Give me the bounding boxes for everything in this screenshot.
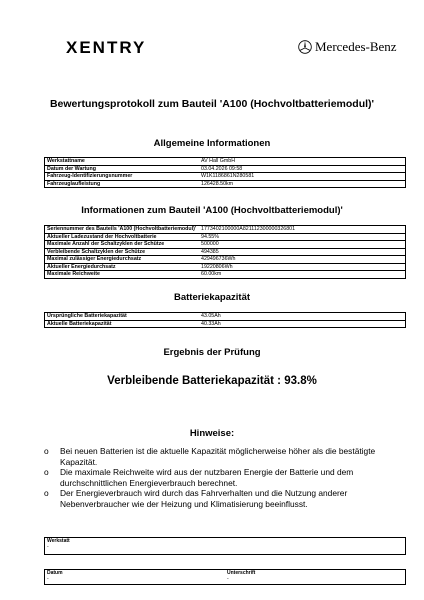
table-row	[45, 256, 405, 264]
row-label: Aktuelle Batteriekapazität	[47, 320, 112, 327]
row-label: Maximal zulässiger Energiedurchsatz	[47, 256, 142, 262]
list-item	[44, 467, 404, 488]
notes-list	[44, 446, 404, 509]
note-text: Die maximale Reichweite wird aus der nutzbaren Energie der Batterie und dem durchschnittlichen Energieverbrauch berechnet.	[60, 467, 354, 488]
row-value: 126428.50km	[201, 180, 234, 187]
row-label: Datum der Wartung	[47, 165, 96, 172]
row-value: 40.33Ah	[201, 320, 221, 327]
row-value: W1K1186861N280581	[201, 173, 255, 179]
mercedes-benz-logo	[298, 39, 397, 55]
note-text: Der Energieverbrauch wird durch das Fahrverhalten und die Nutzung anderer Nebenverbraucher wie der Heizung und Klimatisierung beeinflusst.	[60, 488, 348, 509]
general-info-heading: Allgemeine Informationen	[153, 138, 271, 149]
note-text: Bei neuen Batterien ist die aktuelle Kapazität möglicherweise höher als die bestätigte Kapazität.	[60, 446, 376, 467]
result-heading: Ergebnis der Prüfung	[163, 347, 261, 358]
row-value: 60.00km	[201, 271, 222, 277]
row-label: Ursprüngliche Batteriekapazität	[47, 313, 127, 319]
row-value: 500000	[201, 241, 219, 247]
workshop-dash: -	[47, 544, 49, 550]
table-row	[45, 173, 405, 181]
row-value: AV Hall GmbH	[201, 158, 236, 164]
notes-heading: Hinweise:	[189, 428, 235, 439]
table-row	[45, 158, 405, 166]
row-label: Verbleibende Schaltzyklen der Schütze	[47, 248, 146, 255]
row-value: 1773402100000A8211123000003268​01	[201, 226, 296, 232]
table-row	[45, 234, 405, 242]
list-item	[44, 488, 404, 509]
general-info-table	[44, 157, 406, 188]
bullet-marker: o	[44, 446, 49, 456]
result-text: Verbleibende Batteriekapazität : 93.8%	[107, 375, 317, 387]
date-label: Datum	[47, 570, 63, 576]
row-label: Fahrzeug-Identifizierungsnummer	[47, 173, 133, 179]
date-signature-box	[44, 569, 406, 585]
row-value: 429496736Wh	[201, 256, 236, 262]
workshop-label: Werkstatt	[47, 538, 70, 544]
row-value: 94.55%	[201, 233, 219, 240]
row-value: 494385	[201, 248, 219, 255]
row-label: Fahrzeuglaufleistung	[47, 180, 101, 187]
page-header	[0, 38, 424, 58]
signature-dash: -	[227, 576, 229, 582]
row-label: Werkstattname	[47, 158, 85, 164]
capacity-table	[44, 312, 406, 328]
row-label: Maximale Reichweite	[47, 271, 100, 277]
row-label: Aktueller Ladezustand der Hochvoltbatterie	[47, 233, 157, 240]
table-row	[45, 181, 405, 188]
bullet-marker: o	[44, 467, 49, 477]
row-label: Seriennummer des Bauteils 'A100 (Hochvoltbatteriemodul)'	[47, 226, 197, 232]
table-row	[45, 241, 405, 249]
table-row	[45, 166, 405, 174]
date-dash: -	[47, 576, 49, 582]
row-value: 43.05Ah	[201, 313, 221, 319]
capacity-heading: Batteriekapazität	[173, 292, 251, 303]
component-info-heading: Informationen zum Bauteil 'A100 (Hochvoltbatteriemodul)'	[81, 205, 343, 216]
table-row	[45, 226, 405, 234]
table-row	[45, 271, 405, 278]
table-row	[45, 264, 405, 272]
mercedes-benz-wordmark: Mercedes-Benz	[315, 39, 397, 54]
bullet-marker: o	[44, 488, 49, 498]
signature-label: Unterschrift	[227, 570, 256, 576]
mercedes-star-icon	[298, 40, 312, 54]
row-label: Aktueller Energiedurchsatz	[47, 263, 116, 270]
table-row	[45, 321, 405, 328]
document-title: Bewertungsprotokoll zum Bauteil 'A100 (Hochvoltbatteriemodul)'	[49, 98, 375, 110]
row-value: 03.04.2026 09:58	[201, 165, 243, 172]
table-row	[45, 313, 405, 321]
workshop-box	[44, 537, 406, 555]
row-label: Maximale Anzahl der Schaltzyklen der Schütze	[47, 241, 165, 247]
xentry-logo: XENTRY	[66, 38, 147, 57]
table-row	[45, 249, 405, 257]
row-value: 19220806Wh	[201, 263, 233, 270]
list-item	[44, 446, 404, 467]
component-info-table	[44, 225, 406, 279]
